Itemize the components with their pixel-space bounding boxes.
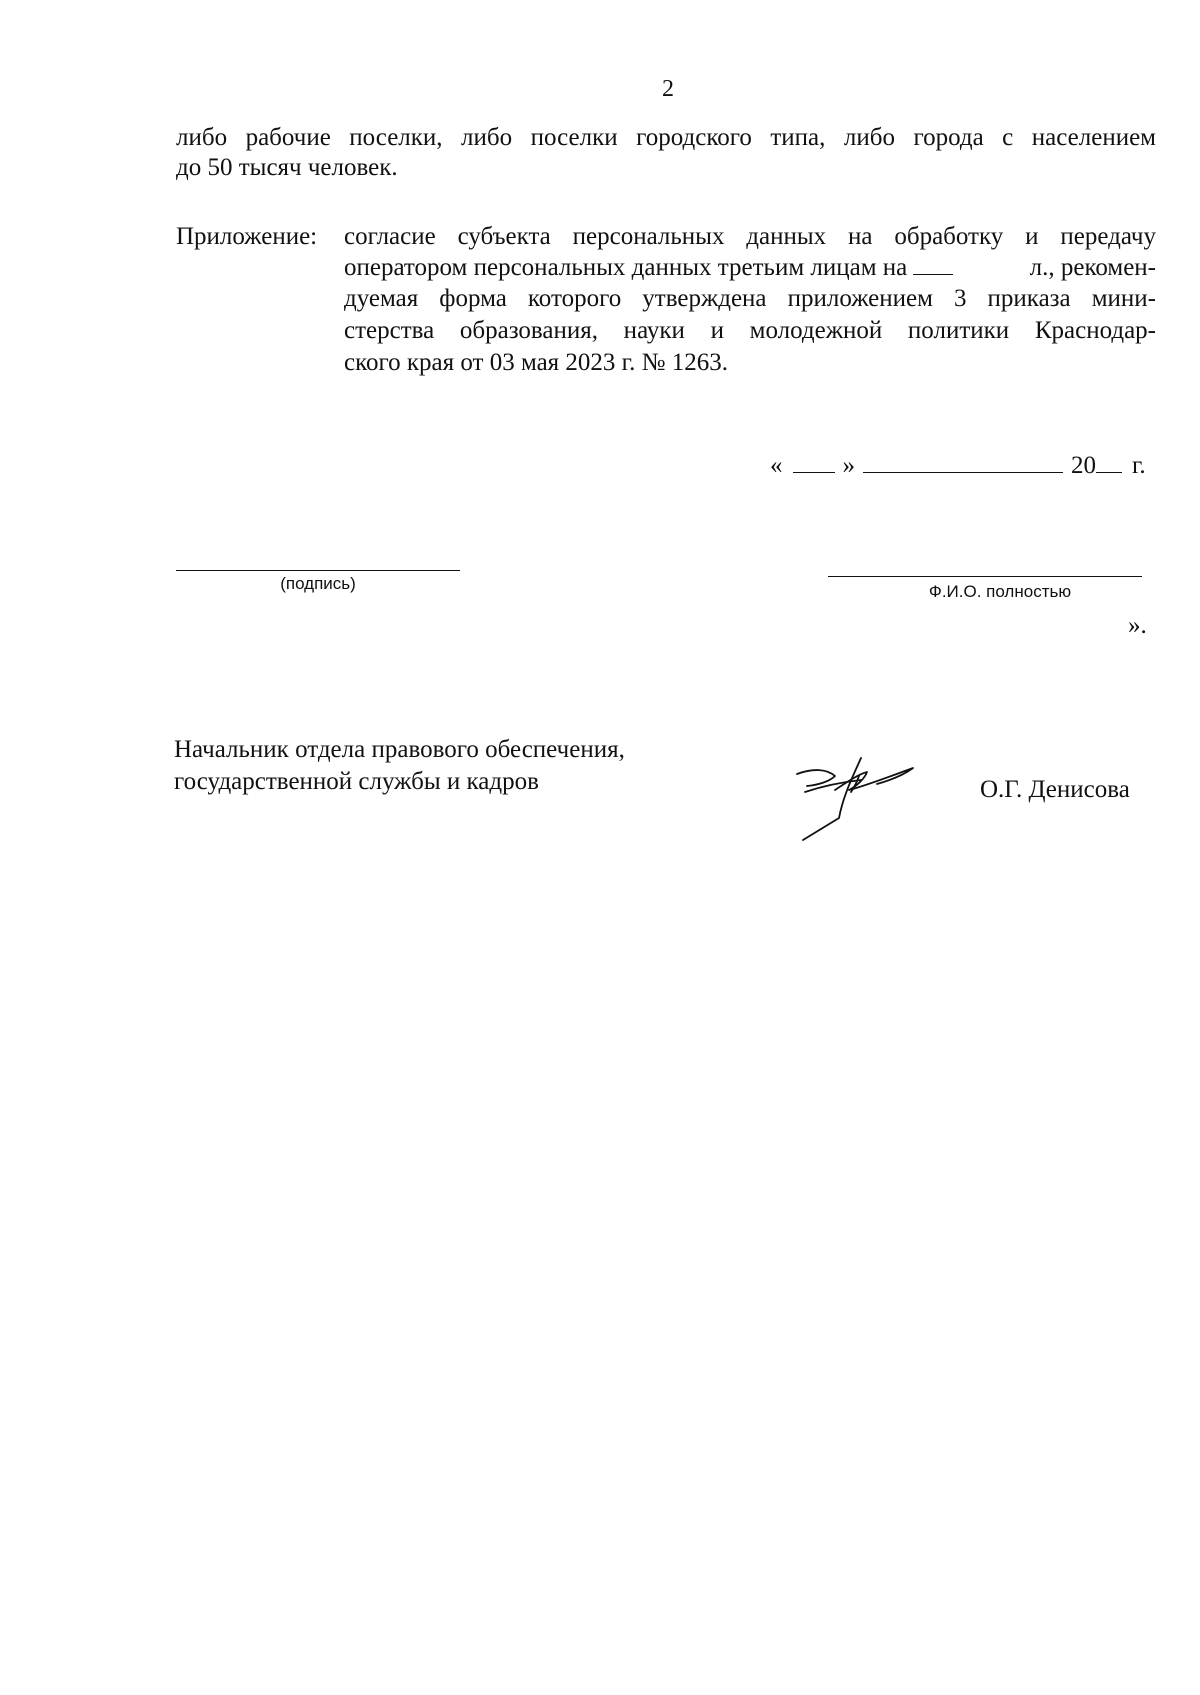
- attachment-line-2: [344, 252, 1156, 284]
- signature-caption: (подпись): [280, 574, 356, 593]
- date-open-quote: «: [770, 452, 783, 479]
- position-line-2: государственной службы и кадров: [174, 768, 539, 795]
- attachment-line-1: согласие субъекта персональных данных на обработку и передачу: [344, 223, 1156, 250]
- attachment-line-2-end: л., рекомен-: [1029, 254, 1156, 281]
- closing-mark: ».: [1128, 612, 1147, 639]
- attachment-line-3: дуемая форма которого утверждена приложением 3 приказа мини-: [344, 285, 1156, 312]
- sheet-count-blank: [913, 252, 953, 275]
- year-blank: [1096, 450, 1122, 473]
- attachment-line-4: стерства образования, науки и молодежной политики Краснодар-: [344, 317, 1156, 344]
- attachment-line-5: ского края от 03 мая 2023 г. № 1263.: [344, 349, 728, 376]
- intro-line-2: до 50 тысяч человек.: [176, 154, 398, 181]
- year-suffix: г.: [1132, 452, 1146, 479]
- day-blank: [793, 450, 835, 473]
- signature-line: [176, 570, 460, 571]
- intro-line-1: либо рабочие поселки, либо поселки городского типа, либо города с населением: [176, 124, 1156, 151]
- fio-line: [828, 576, 1142, 577]
- signatory-name: О.Г. Денисова: [980, 776, 1130, 803]
- attachment-line-2-start: оператором персональных данных третьим лицам на: [344, 254, 908, 281]
- position-line-1: Начальник отдела правового обеспечения,: [174, 736, 625, 763]
- fio-caption: Ф.И.О. полностью: [928, 582, 1072, 601]
- date-close-quote: »: [842, 452, 855, 479]
- date-line: [770, 450, 1158, 482]
- month-blank: [863, 450, 1063, 473]
- handwritten-signature: [795, 752, 925, 842]
- page-number: 2: [662, 76, 674, 102]
- attachment-label: Приложение:: [176, 223, 318, 250]
- year-prefix: 20: [1071, 452, 1096, 479]
